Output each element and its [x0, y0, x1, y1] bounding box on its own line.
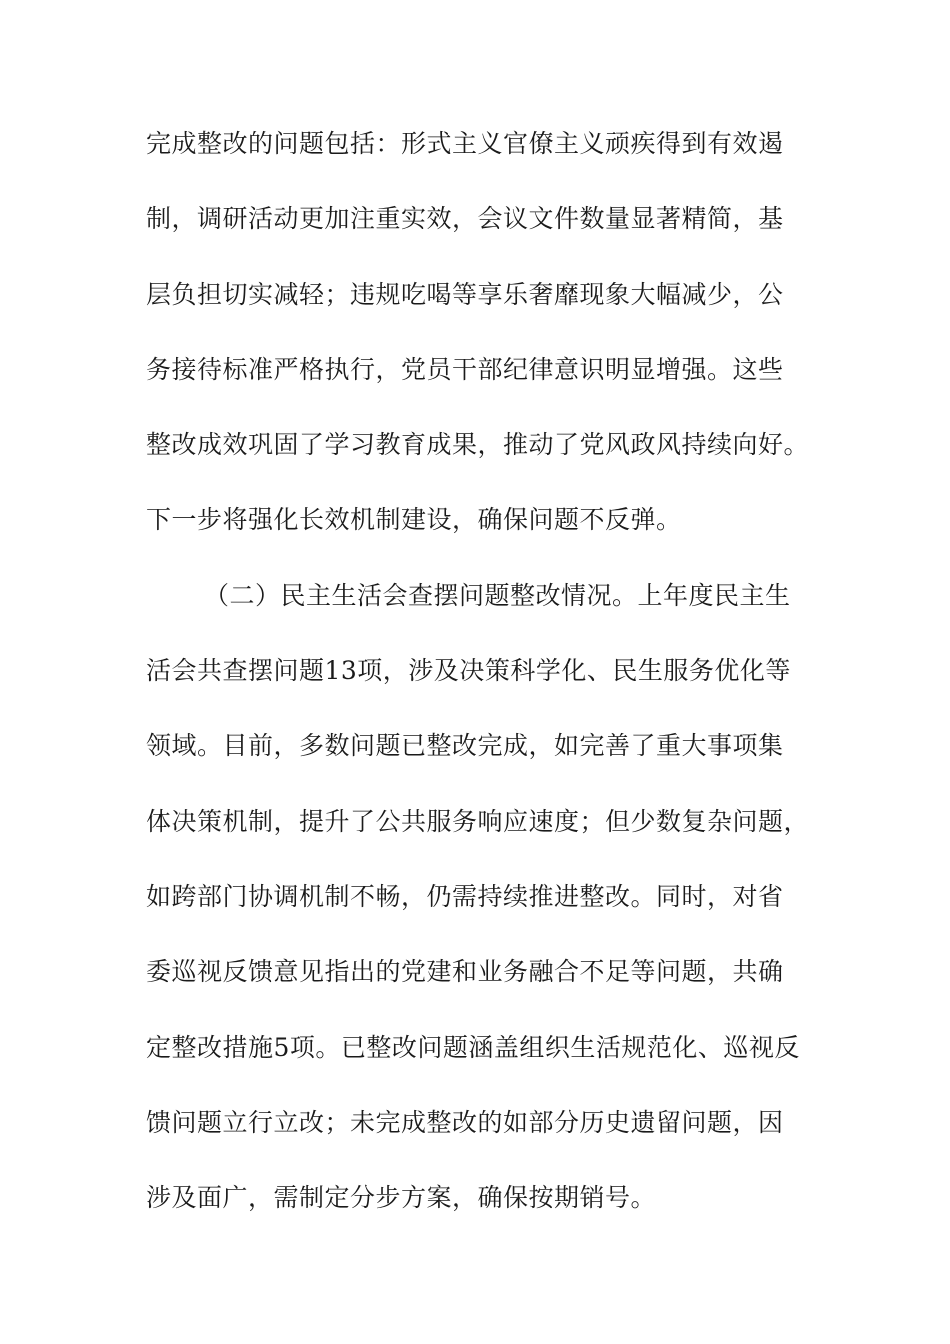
text-line: 委巡视反馈意见指出的党建和业务融合不足等问题，共确 [146, 957, 784, 987]
text-line: 定整改措施5项。已整改问题涵盖组织生活规范化、巡视反 [146, 1032, 800, 1062]
text-line: 涉及面广，需制定分步方案，确保按期销号。 [146, 1183, 657, 1213]
text-line: 如跨部门协调机制不畅，仍需持续推进整改。同时，对省 [146, 881, 784, 911]
text-line: 整改成效巩固了学习教育成果，推动了党风政风持续向好。 [146, 430, 810, 460]
text-line: 层负担切实减轻；违规吃喝等享乐奢靡现象大幅减少，公 [146, 279, 784, 309]
text-line: 制，调研活动更加注重实效，会议文件数量显著精简，基 [146, 204, 784, 234]
text-line: 活会共查摆问题13项，涉及决策科学化、民生服务优化等 [146, 656, 791, 686]
text-line: 下一步将强化长效机制建设，确保问题不反弹。 [146, 505, 682, 535]
section-heading-line: （二）民主生活会查摆问题整改情况。上年度民主生 [204, 580, 791, 610]
text-line: 馈问题立行立改；未完成整改的如部分历史遗留问题，因 [146, 1107, 784, 1137]
text-line: 完成整改的问题包括：形式主义官僚主义顽疾得到有效遏 [146, 129, 784, 158]
text-line: 领域。目前，多数问题已整改完成，如完善了重大事项集 [146, 731, 784, 761]
text-line: 务接待标准严格执行，党员干部纪律意识明显增强。这些 [146, 354, 784, 384]
document-body [146, 106, 816, 1235]
text-line: 体决策机制，提升了公共服务响应速度；但少数复杂问题， [146, 806, 810, 836]
